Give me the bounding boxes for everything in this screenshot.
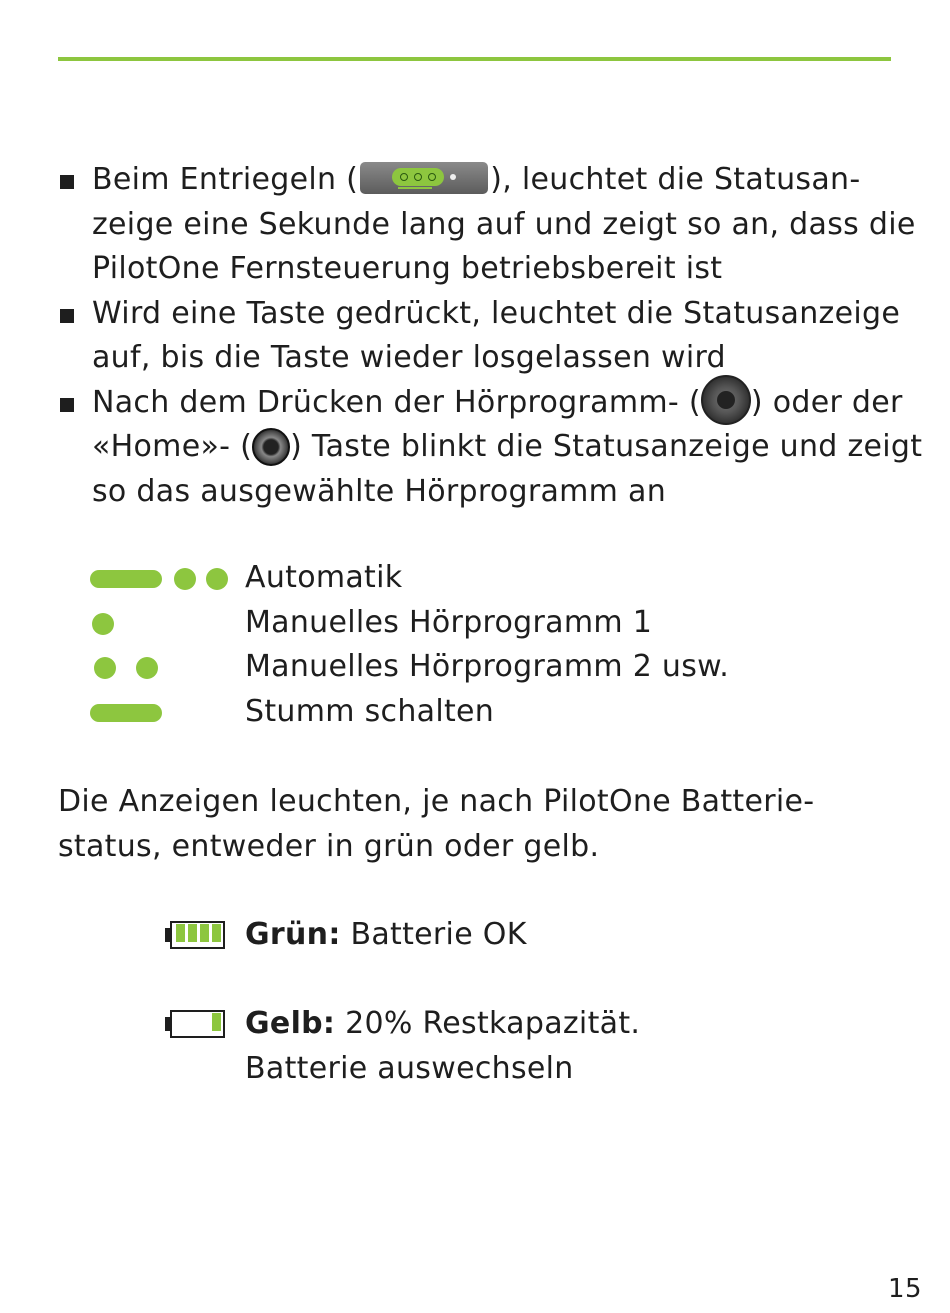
led-dot-icon: [136, 657, 158, 679]
bullet-square-icon: [60, 309, 74, 323]
battery-paragraph: Die Anzeigen leuchten, je nach PilotOne Batterie- status, entweder in grün oder gelb.: [58, 784, 815, 864]
led-long-icon: [90, 570, 162, 588]
program-button-icon: [701, 375, 751, 425]
unlock-slider-icon: [360, 162, 488, 194]
bullet-item: Wird eine Taste gedrückt, leuchtet die Statusanzeige auf, bis die Taste wieder losgelassen wird: [58, 292, 898, 381]
bullet-item: Beim Entriegeln ( ), leuchtet die Statusan- zeige eine Sekunde lang auf und zeigt so an, dass die PilotOne Fernsteuerung betriebsbereit ist: [58, 158, 898, 292]
bullet-square-icon: [60, 175, 74, 189]
led-dot-icon: [206, 568, 228, 590]
bullet-list: [58, 158, 923, 514]
battery-full-icon: [165, 921, 227, 949]
bullet-square-icon: [60, 398, 74, 412]
top-rule: [58, 57, 891, 61]
home-button-icon: [252, 428, 290, 466]
bullet-item: Nach dem Drücken der Hörprogramm- ( ) oder der «Home»- ( ) Taste blinkt die Statusanzeige und zeigt so das ausgewählte Hörprogramm an: [58, 381, 898, 515]
led-dot-icon: [174, 568, 196, 590]
led-dot-icon: [92, 613, 114, 635]
led-dot-icon: [94, 657, 116, 679]
battery-low-icon: [165, 1010, 227, 1038]
page-number: 15: [888, 1274, 923, 1304]
led-long-icon: [90, 704, 162, 722]
